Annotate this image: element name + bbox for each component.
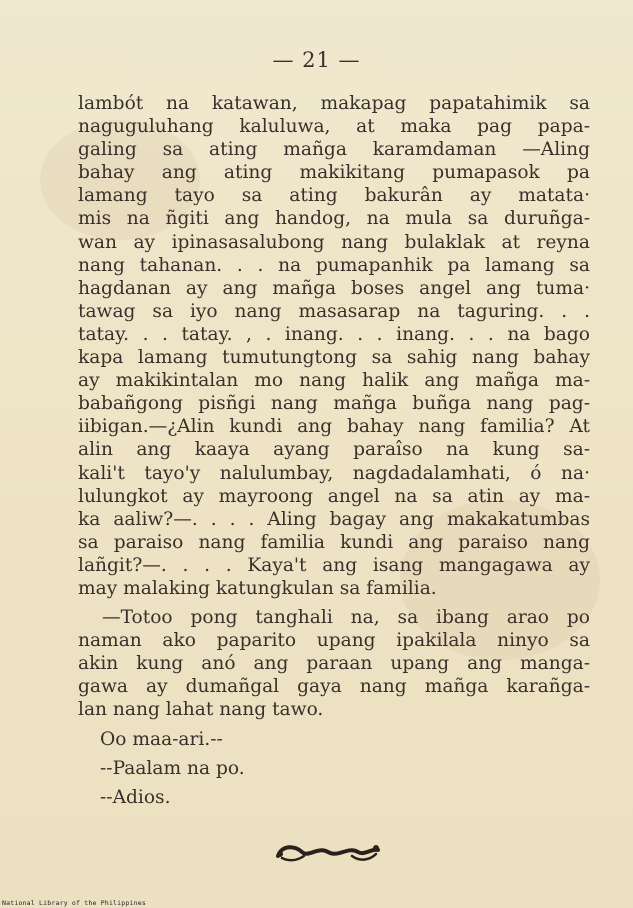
text-line: babañgong pisñgi nang mañga buñga nang pag-: [78, 393, 590, 415]
page-number: — 21 —: [272, 48, 361, 72]
text-line: ay makikintalan mo nang halik ang mañga ma-: [78, 370, 590, 392]
text-line: sa paraiso nang familia kundi ang paraiso nang: [78, 531, 590, 553]
paragraph-2: [78, 606, 590, 721]
dialog-line: Oo maa-ari.--: [100, 728, 223, 750]
text-line: hagdanan ay ang mañga boses angel ang tuma·: [78, 277, 590, 299]
text-line: naman ako paparito upang ipakilala ninyo sa: [78, 630, 590, 652]
text-line: akin kung anó ang paraan upang ang manga-: [78, 653, 590, 675]
text-line: lamang tayo sa ating bakurân ay matata·: [78, 185, 590, 207]
text-line: may malaking katungkulan sa familia.: [78, 577, 437, 599]
text-line: ka aaliw?—. . . . Aling bagay ang makakatumbas: [78, 508, 590, 530]
text-line: nang tahanan. . . na pumapanhik pa lamang sa: [78, 254, 590, 276]
text-line: naguguluhang kaluluwa, at maka pag papa-: [78, 116, 590, 138]
dialog-line: --Paalam na po.: [100, 757, 245, 779]
text-line: galing sa ating mañga karamdaman —Aling: [78, 139, 590, 161]
text-line: wan ay ipinasasalubong nang bulaklak at reyna: [78, 231, 590, 253]
text-line: lañgit?—. . . . Kaya't ang isang mangagawa ay: [78, 554, 590, 576]
text-line: tawag sa iyo nang masasarap na taguring. . .: [78, 300, 590, 322]
dialog-line: --Adios.: [100, 786, 171, 808]
text-line: kapa lamang tumutungtong sa sahig nang bahay: [78, 347, 590, 369]
text-line: —Totoo pong tanghali na, sa ibang arao po: [102, 607, 590, 629]
text-line: tatay. . . tatay. , . inang. . . inang. . . na bago: [78, 323, 590, 345]
dialog-block: [78, 728, 590, 809]
library-credit: National Library of the Philippines: [2, 899, 146, 907]
text-line: gawa ay dumañgal gaya nang mañga karañga-: [78, 676, 590, 698]
page-body: [78, 92, 590, 809]
text-line: lambót na katawan, makapag papatahimik sa: [78, 93, 590, 114]
ornament-flourish-icon: [272, 836, 384, 870]
text-line: lulungkot ay mayroong angel na sa atin ay ma-: [78, 485, 590, 507]
text-line: bahay ang ating makikitang pumapasok pa: [78, 162, 590, 184]
text-line: lan nang lahat nang tawo.: [78, 699, 324, 721]
text-line: alin ang kaaya ayang paraîso na kung sa-: [78, 439, 590, 461]
paragraph-1: [78, 92, 590, 600]
text-line: mis na ñgiti ang handog, na mula sa duruñga-: [78, 208, 590, 230]
text-line: kali't tayo'y nalulumbay, nagdadalamhati, ó na·: [78, 462, 590, 484]
text-line: iibigan.—¿Alin kundi ang bahay nang familia? At: [78, 416, 590, 438]
